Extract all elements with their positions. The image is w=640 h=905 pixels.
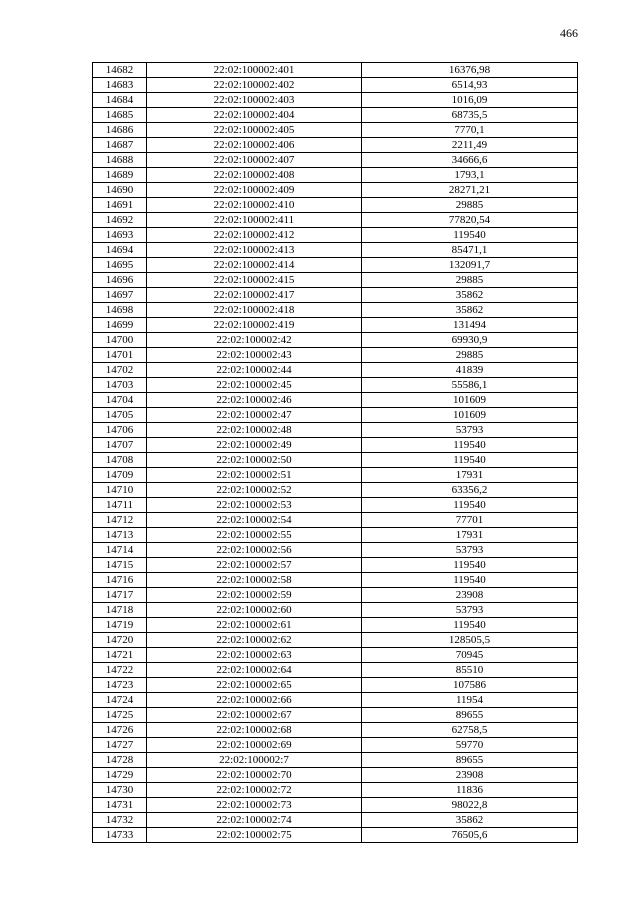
table-row	[93, 693, 578, 708]
table-row	[93, 753, 578, 768]
cadastral-number-cell: 22:02:100002:47	[147, 408, 362, 423]
value-cell: 76505,6	[362, 828, 578, 843]
table-row	[93, 633, 578, 648]
table-row	[93, 543, 578, 558]
cadastral-number-cell: 22:02:100002:63	[147, 648, 362, 663]
row-number-cell: 14718	[93, 603, 147, 618]
row-number-cell: 14702	[93, 363, 147, 378]
row-number-cell: 14729	[93, 768, 147, 783]
row-number-cell: 14701	[93, 348, 147, 363]
value-cell: 55586,1	[362, 378, 578, 393]
value-cell: 119540	[362, 573, 578, 588]
row-number-cell: 14723	[93, 678, 147, 693]
cadastral-number-cell: 22:02:100002:73	[147, 798, 362, 813]
value-cell: 29885	[362, 273, 578, 288]
cadastral-number-cell: 22:02:100002:405	[147, 123, 362, 138]
value-cell: 131494	[362, 318, 578, 333]
value-cell: 119540	[362, 558, 578, 573]
cadastral-number-cell: 22:02:100002:48	[147, 423, 362, 438]
cadastral-number-cell: 22:02:100002:65	[147, 678, 362, 693]
row-number-cell: 14710	[93, 483, 147, 498]
cadastral-number-cell: 22:02:100002:53	[147, 498, 362, 513]
value-cell: 63356,2	[362, 483, 578, 498]
cadastral-number-cell: 22:02:100002:59	[147, 588, 362, 603]
value-cell: 11836	[362, 783, 578, 798]
value-cell: 1016,09	[362, 93, 578, 108]
table-row	[93, 603, 578, 618]
value-cell: 11954	[362, 693, 578, 708]
table-row	[93, 408, 578, 423]
cadastral-number-cell: 22:02:100002:68	[147, 723, 362, 738]
cadastral-number-cell: 22:02:100002:51	[147, 468, 362, 483]
table-row	[93, 363, 578, 378]
table-row	[93, 273, 578, 288]
cadastral-number-cell: 22:02:100002:56	[147, 543, 362, 558]
cadastral-number-cell: 22:02:100002:7	[147, 753, 362, 768]
cadastral-number-cell: 22:02:100002:66	[147, 693, 362, 708]
row-number-cell: 14716	[93, 573, 147, 588]
table-row	[93, 423, 578, 438]
row-number-cell: 14687	[93, 138, 147, 153]
cadastral-number-cell: 22:02:100002:410	[147, 198, 362, 213]
cadastral-number-cell: 22:02:100002:401	[147, 63, 362, 78]
row-number-cell: 14688	[93, 153, 147, 168]
row-number-cell: 14713	[93, 528, 147, 543]
table-row	[93, 348, 578, 363]
row-number-cell: 14709	[93, 468, 147, 483]
table-row	[93, 813, 578, 828]
cadastral-number-cell: 22:02:100002:52	[147, 483, 362, 498]
table-row	[93, 678, 578, 693]
table-row	[93, 213, 578, 228]
cadastral-number-cell: 22:02:100002:64	[147, 663, 362, 678]
row-number-cell: 14682	[93, 63, 147, 78]
value-cell: 53793	[362, 543, 578, 558]
table-row	[93, 738, 578, 753]
row-number-cell: 14728	[93, 753, 147, 768]
cadastral-number-cell: 22:02:100002:403	[147, 93, 362, 108]
cadastral-number-cell: 22:02:100002:419	[147, 318, 362, 333]
table-row	[93, 723, 578, 738]
table-row	[93, 228, 578, 243]
row-number-cell: 14719	[93, 618, 147, 633]
value-cell: 119540	[362, 618, 578, 633]
row-number-cell: 14724	[93, 693, 147, 708]
value-cell: 2211,49	[362, 138, 578, 153]
cadastral-number-cell: 22:02:100002:49	[147, 438, 362, 453]
row-number-cell: 14712	[93, 513, 147, 528]
value-cell: 119540	[362, 498, 578, 513]
table-row	[93, 78, 578, 93]
value-cell: 89655	[362, 708, 578, 723]
value-cell: 7770,1	[362, 123, 578, 138]
row-number-cell: 14717	[93, 588, 147, 603]
row-number-cell: 14683	[93, 78, 147, 93]
table-row	[93, 168, 578, 183]
value-cell: 41839	[362, 363, 578, 378]
value-cell: 23908	[362, 768, 578, 783]
row-number-cell: 14711	[93, 498, 147, 513]
table-row	[93, 378, 578, 393]
cadastral-number-cell: 22:02:100002:406	[147, 138, 362, 153]
row-number-cell: 14720	[93, 633, 147, 648]
value-cell: 29885	[362, 198, 578, 213]
value-cell: 53793	[362, 603, 578, 618]
row-number-cell: 14697	[93, 288, 147, 303]
value-cell: 98022,8	[362, 798, 578, 813]
row-number-cell: 14714	[93, 543, 147, 558]
cadastral-number-cell: 22:02:100002:72	[147, 783, 362, 798]
row-number-cell: 14715	[93, 558, 147, 573]
cadastral-number-cell: 22:02:100002:402	[147, 78, 362, 93]
value-cell: 16376,98	[362, 63, 578, 78]
cadastral-number-cell: 22:02:100002:58	[147, 573, 362, 588]
value-cell: 128505,5	[362, 633, 578, 648]
row-number-cell: 14733	[93, 828, 147, 843]
value-cell: 85471,1	[362, 243, 578, 258]
cadastral-number-cell: 22:02:100002:417	[147, 288, 362, 303]
cadastral-number-cell: 22:02:100002:55	[147, 528, 362, 543]
table-row	[93, 153, 578, 168]
row-number-cell: 14731	[93, 798, 147, 813]
cadastral-number-cell: 22:02:100002:411	[147, 213, 362, 228]
row-number-cell: 14685	[93, 108, 147, 123]
cadastral-number-cell: 22:02:100002:412	[147, 228, 362, 243]
row-number-cell: 14693	[93, 228, 147, 243]
row-number-cell: 14708	[93, 453, 147, 468]
row-number-cell: 14732	[93, 813, 147, 828]
cadastral-number-cell: 22:02:100002:67	[147, 708, 362, 723]
table-row	[93, 558, 578, 573]
table-row	[93, 333, 578, 348]
row-number-cell: 14721	[93, 648, 147, 663]
registry-table-body	[93, 63, 578, 843]
row-number-cell: 14705	[93, 408, 147, 423]
table-row	[93, 303, 578, 318]
table-row	[93, 438, 578, 453]
row-number-cell: 14727	[93, 738, 147, 753]
cadastral-number-cell: 22:02:100002:61	[147, 618, 362, 633]
cadastral-number-cell: 22:02:100002:54	[147, 513, 362, 528]
table-row	[93, 798, 578, 813]
row-number-cell: 14695	[93, 258, 147, 273]
cadastral-number-cell: 22:02:100002:418	[147, 303, 362, 318]
table-row	[93, 513, 578, 528]
table-row	[93, 648, 578, 663]
table-row	[93, 93, 578, 108]
cadastral-number-cell: 22:02:100002:45	[147, 378, 362, 393]
value-cell: 101609	[362, 408, 578, 423]
table-row	[93, 138, 578, 153]
table-row	[93, 123, 578, 138]
value-cell: 1793,1	[362, 168, 578, 183]
table-row	[93, 183, 578, 198]
cadastral-number-cell: 22:02:100002:43	[147, 348, 362, 363]
cadastral-number-cell: 22:02:100002:413	[147, 243, 362, 258]
value-cell: 35862	[362, 813, 578, 828]
table-row	[93, 318, 578, 333]
value-cell: 89655	[362, 753, 578, 768]
table-row	[93, 63, 578, 78]
value-cell: 119540	[362, 228, 578, 243]
table-row	[93, 198, 578, 213]
table-row	[93, 393, 578, 408]
value-cell: 35862	[362, 303, 578, 318]
value-cell: 23908	[362, 588, 578, 603]
row-number-cell: 14690	[93, 183, 147, 198]
cadastral-number-cell: 22:02:100002:409	[147, 183, 362, 198]
value-cell: 119540	[362, 438, 578, 453]
value-cell: 77701	[362, 513, 578, 528]
value-cell: 6514,93	[362, 78, 578, 93]
row-number-cell: 14725	[93, 708, 147, 723]
value-cell: 70945	[362, 648, 578, 663]
row-number-cell: 14707	[93, 438, 147, 453]
row-number-cell: 14686	[93, 123, 147, 138]
table-row	[93, 618, 578, 633]
table-row	[93, 483, 578, 498]
value-cell: 59770	[362, 738, 578, 753]
cadastral-number-cell: 22:02:100002:60	[147, 603, 362, 618]
value-cell: 17931	[362, 468, 578, 483]
value-cell: 53793	[362, 423, 578, 438]
row-number-cell: 14689	[93, 168, 147, 183]
row-number-cell: 14722	[93, 663, 147, 678]
value-cell: 119540	[362, 453, 578, 468]
table-row	[93, 588, 578, 603]
row-number-cell: 14696	[93, 273, 147, 288]
cadastral-number-cell: 22:02:100002:46	[147, 393, 362, 408]
value-cell: 62758,5	[362, 723, 578, 738]
table-row	[93, 768, 578, 783]
value-cell: 85510	[362, 663, 578, 678]
cadastral-number-cell: 22:02:100002:44	[147, 363, 362, 378]
table-row	[93, 108, 578, 123]
value-cell: 68735,5	[362, 108, 578, 123]
row-number-cell: 14691	[93, 198, 147, 213]
cadastral-number-cell: 22:02:100002:70	[147, 768, 362, 783]
value-cell: 101609	[362, 393, 578, 408]
cadastral-number-cell: 22:02:100002:75	[147, 828, 362, 843]
cadastral-number-cell: 22:02:100002:69	[147, 738, 362, 753]
row-number-cell: 14730	[93, 783, 147, 798]
value-cell: 77820,54	[362, 213, 578, 228]
registry-table	[92, 62, 578, 843]
cadastral-number-cell: 22:02:100002:414	[147, 258, 362, 273]
cadastral-number-cell: 22:02:100002:408	[147, 168, 362, 183]
table-row	[93, 453, 578, 468]
row-number-cell: 14694	[93, 243, 147, 258]
cadastral-number-cell: 22:02:100002:57	[147, 558, 362, 573]
cadastral-number-cell: 22:02:100002:74	[147, 813, 362, 828]
row-number-cell: 14698	[93, 303, 147, 318]
row-number-cell: 14699	[93, 318, 147, 333]
cadastral-number-cell: 22:02:100002:415	[147, 273, 362, 288]
value-cell: 28271,21	[362, 183, 578, 198]
cadastral-number-cell: 22:02:100002:50	[147, 453, 362, 468]
row-number-cell: 14704	[93, 393, 147, 408]
row-number-cell: 14706	[93, 423, 147, 438]
value-cell: 35862	[362, 288, 578, 303]
table-row	[93, 663, 578, 678]
page-number: 466	[560, 26, 578, 40]
row-number-cell: 14684	[93, 93, 147, 108]
table-row	[93, 783, 578, 798]
table-row	[93, 708, 578, 723]
cadastral-number-cell: 22:02:100002:407	[147, 153, 362, 168]
value-cell: 34666,6	[362, 153, 578, 168]
row-number-cell: 14692	[93, 213, 147, 228]
row-number-cell: 14703	[93, 378, 147, 393]
value-cell: 132091,7	[362, 258, 578, 273]
row-number-cell: 14726	[93, 723, 147, 738]
cadastral-number-cell: 22:02:100002:42	[147, 333, 362, 348]
table-row	[93, 243, 578, 258]
cadastral-number-cell: 22:02:100002:62	[147, 633, 362, 648]
table-row	[93, 468, 578, 483]
table-row	[93, 828, 578, 843]
table-row	[93, 258, 578, 273]
value-cell: 29885	[362, 348, 578, 363]
value-cell: 69930,9	[362, 333, 578, 348]
table-row	[93, 288, 578, 303]
table-row	[93, 498, 578, 513]
table-row	[93, 528, 578, 543]
value-cell: 17931	[362, 528, 578, 543]
table-row	[93, 573, 578, 588]
row-number-cell: 14700	[93, 333, 147, 348]
value-cell: 107586	[362, 678, 578, 693]
cadastral-number-cell: 22:02:100002:404	[147, 108, 362, 123]
